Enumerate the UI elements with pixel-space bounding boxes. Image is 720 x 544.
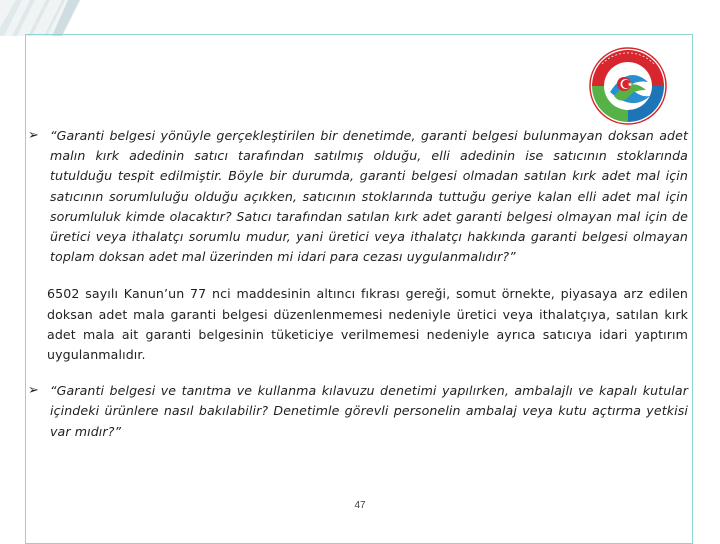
slide-content: [28, 126, 688, 442]
bullet-question-one: [28, 126, 688, 267]
page-number: 47: [354, 500, 366, 511]
arrow-bullet-icon: ➢: [28, 383, 39, 399]
bullet-question-two: [28, 381, 688, 442]
bullet-question-two-text: “Garanti belgesi ve tanıtma ve kullanma kılavuzu denetimi yapılırken, ambalajlı ve kapalı kutular içindeki ürünlere nasıl bakılabilir? Denetimle görevli personelin ambalaj veya kutu açtırma yetkisi var mıdır?”: [50, 383, 688, 439]
arrow-bullet-icon: ➢: [28, 128, 39, 143]
ministry-seal-icon: [588, 46, 668, 126]
answer-paragraph: 6502 sayılı Kanun’un 77 nci maddesinin altıncı fıkrası gereği, somut örnekte, piyasaya arz edilen doksan adet mala garanti belgesi düzenlenmemesi nedeniyle üretici veya ithalatçıya, satılan kırk adet mala ait garanti belgesinin tüketiciye verilmemesi nedeniyle ayrıca satıcıya idari yaptırım uygulanmalıdır.: [47, 286, 688, 363]
bullet-question-one-text: “Garanti belgesi yönüyle gerçekleştirilen bir denetimde, garanti belgesi bulunmayan doksan adet malın kırk adedinin satıcı tarafından satılmış olduğu, elli adedinin ise satıcının stoklarında tutulduğu tespit edilmiştir. Böyle bir durumda, garanti belgesi olmadan satılan kırk adet mal için satıcının sorumluluğu olduğu açıkken, satıcının stoklarında tuttuğu geriye kalan elli adet mal için sorumluluk kimde olacaktır? Satıcı tarafından satılan kırk adet garanti belgesi olmayan mal için de üretici veya ithalatçı sorumlu mudur, yani üretici veya ithalatçı hakkında garanti belgesi olmayan toplam doksan adet mal üzerinden mi idari para cezası uygulanmalıdır?”: [50, 128, 688, 265]
